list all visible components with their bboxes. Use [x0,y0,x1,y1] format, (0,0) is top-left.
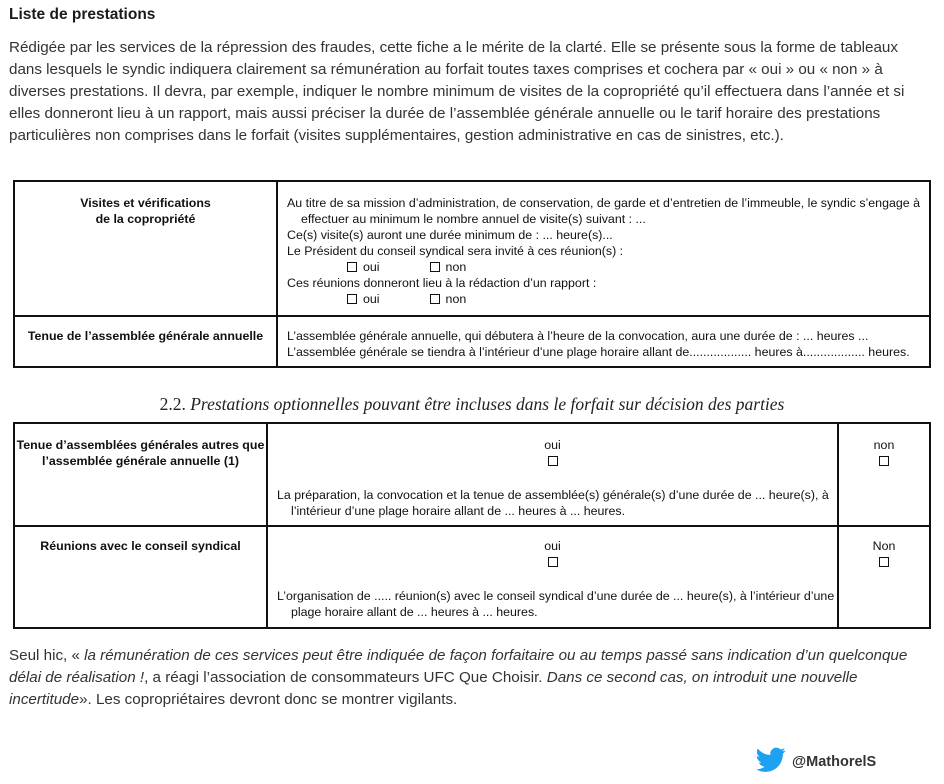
checkbox-oui[interactable] [347,262,357,272]
report-choices: oui non [287,291,927,307]
oui-option: oui [268,437,837,469]
section-heading: Liste de prestations [9,6,156,23]
services-table [13,180,931,368]
closing-paragraph: Seul hic, « la rémunération de ces services peut être indiquée de façon forfaitaire ou au temps passé sans indication d’un quelconque délai de réalisation !, a réagi l’association de consommateurs UFC Que Choisir. Dans ce second cas, on introduit une nouvelle incertitude». Les copropriétaires devront donc se montrer vigilants. [9,647,908,708]
visits-label: Visites et vérifications de la copropriété [80,196,211,226]
assembly-content: L’assemblée générale annuelle, qui débutera à l’heure de la convocation, aura une durée de : ... heures ... L’assemblée générale se tiendra à l’intérieur d’une plage horaire allant de.................. heures à.................. heures. [287,329,910,359]
non-option: Non [839,538,929,570]
twitter-credit[interactable] [756,748,876,776]
council-meetings-label: Réunions avec le conseil syndical [40,539,241,553]
column-divider [276,182,278,366]
checkbox-non[interactable] [430,262,440,272]
intro-paragraph: Rédigée par les services de la répression des fraudes, cette fiche a le mérite de la clarté. Elle se présente sous la forme de tableaux dans lesquels le syndic indiquera clairement sa rémunération au forfait toutes taxes comprises et cochera par « oui » ou « non » à diverses prestations. Il devra, par exemple, indiquer le nombre minimum de visites de la copropriété qu’il effectuera dans l’année et si elles donneront lieu à un rapport, mais aussi préciser la durée de l’assemblée générale annuelle ou le tarif horaire des prestations particulières non comprises dans le forfait (visites supplémentaires, gestion administrative en cas de sinistres, etc.). [9,39,905,144]
other-assemblies-label: Tenue d’assemblées générales autres que l’assemblée générale annuelle (1) [16,438,265,468]
oui-option: oui [268,538,837,570]
non-option: non [839,437,929,469]
checkbox-oui[interactable] [347,294,357,304]
row-divider [15,525,929,527]
checkbox-oui[interactable] [548,557,558,567]
president-invited-choices: oui non [287,259,927,275]
checkbox-non[interactable] [879,557,889,567]
other-assemblies-content: La préparation, la convocation et la tenue de assemblée(s) générale(s) d’une durée de ... heure(s), à l’intérieur d’une plage horaire allant de ... heures à ... heures. [277,488,829,518]
twitter-handle[interactable]: @MathorelS [792,754,877,770]
optional-services-table [13,422,931,629]
checkbox-non[interactable] [879,456,889,466]
council-meetings-content: L’organisation de ..... réunion(s) avec le conseil syndical d’une durée de ... heure(s), à l’intérieur d’une plage horaire allant de ... heures à ... heures. [277,589,835,619]
checkbox-oui[interactable] [548,456,558,466]
assembly-label: Tenue de l’assemblée générale annuelle [27,329,264,343]
section-title: 2.2. Prestations optionnelles pouvant être incluses dans le forfait sur décision des parties [159,394,785,414]
checkbox-non[interactable] [430,294,440,304]
twitter-bird-icon [756,747,786,778]
visits-content: Au titre de sa mission d’administration, de conservation, de garde et d’entretien de l’immeuble, le syndic s’engage à effectuer au minimum le nombre annuel de visite(s) suivant : ... Ce(s) visite(s) auront une durée minimum de : ... heure(s)... Le Président du conseil syndical sera invité à ces réunion(s) : oui non Ces réunions donneront lieu à la rédaction d’un rapport : oui non [287,195,927,307]
row-divider [15,315,929,317]
